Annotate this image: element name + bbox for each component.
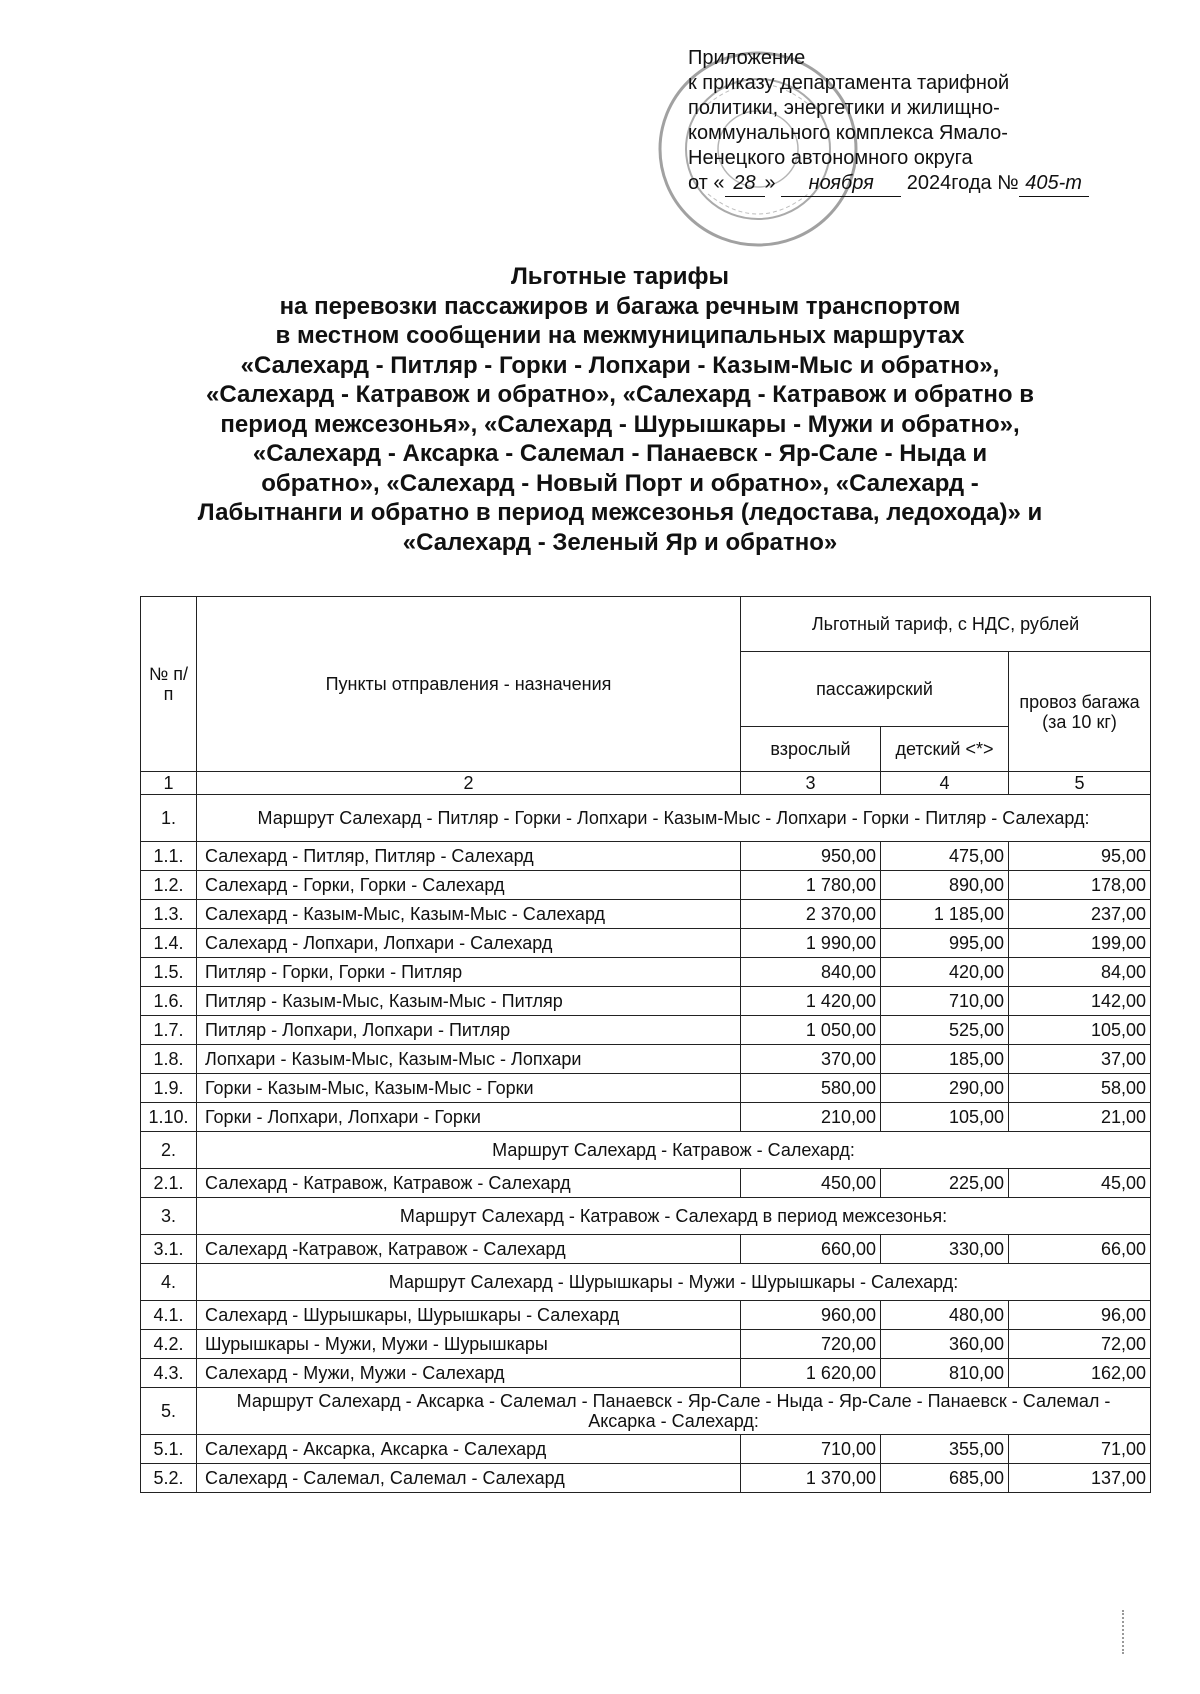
route-header-row	[141, 1198, 1151, 1235]
row-adult-tariff: 1 990,00	[741, 929, 881, 958]
date-prefix: от «	[688, 172, 725, 194]
row-child-tariff: 685,00	[881, 1464, 1009, 1493]
row-number: 3.1.	[141, 1235, 197, 1264]
title-line: «Салехард - Зеленый Яр и обратно»	[402, 528, 838, 556]
row-baggage-tariff: 66,00	[1009, 1235, 1151, 1264]
table-row	[141, 1169, 1151, 1198]
row-points: Горки - Казым-Мыс, Казым-Мыс - Горки	[197, 1074, 741, 1103]
title-line: «Салехард - Питляр - Горки - Лопхари - Казым-Мыс и обратно»,	[240, 351, 1000, 379]
row-child-tariff: 360,00	[881, 1330, 1009, 1359]
row-points: Салехард -Катравож, Катравож - Салехард	[197, 1235, 741, 1264]
tariff-table	[140, 596, 1151, 1493]
table-row	[141, 871, 1151, 900]
header-baggage: провоз багажа (за 10 кг)	[1009, 652, 1151, 772]
title-line: Льготные тарифы	[510, 263, 730, 290]
row-baggage-tariff: 162,00	[1009, 1359, 1151, 1388]
appendix-line: Приложение	[688, 47, 806, 69]
row-number: 1.2.	[141, 871, 197, 900]
route-header-row	[141, 1132, 1151, 1169]
table-row	[141, 1103, 1151, 1132]
row-child-tariff: 480,00	[881, 1301, 1009, 1330]
route-number: 4.	[141, 1264, 197, 1301]
date-day: 28	[725, 171, 765, 197]
appendix-line: коммунального комплекса Ямало-	[688, 122, 1008, 144]
row-points: Салехард - Шурышкары, Шурышкары - Салехард	[197, 1301, 741, 1330]
row-child-tariff: 525,00	[881, 1016, 1009, 1045]
row-number: 4.2.	[141, 1330, 197, 1359]
row-child-tariff: 355,00	[881, 1435, 1009, 1464]
row-child-tariff: 475,00	[881, 842, 1009, 871]
column-index: 5	[1009, 772, 1151, 795]
route-name: Маршрут Салехард - Катравож - Салехард в период межсезонья:	[197, 1198, 1151, 1235]
route-number: 5.	[141, 1388, 197, 1435]
table-row	[141, 1045, 1151, 1074]
appendix-line: Ненецкого автономного округа	[688, 147, 973, 169]
title-line: на перевозки пассажиров и багажа речным транспортом	[279, 292, 961, 320]
table-row	[141, 1435, 1151, 1464]
column-index: 4	[881, 772, 1009, 795]
row-adult-tariff: 840,00	[741, 958, 881, 987]
row-number: 2.1.	[141, 1169, 197, 1198]
row-points: Салехард - Аксарка, Аксарка - Салехард	[197, 1435, 741, 1464]
row-child-tariff: 330,00	[881, 1235, 1009, 1264]
row-points: Лопхари - Казым-Мыс, Казым-Мыс - Лопхари	[197, 1045, 741, 1074]
row-adult-tariff: 2 370,00	[741, 900, 881, 929]
row-child-tariff: 185,00	[881, 1045, 1009, 1074]
row-number: 5.1.	[141, 1435, 197, 1464]
row-number: 1.7.	[141, 1016, 197, 1045]
route-header-row	[141, 795, 1151, 842]
row-child-tariff: 290,00	[881, 1074, 1009, 1103]
appendix-line: к приказу департамента тарифной	[688, 72, 1010, 94]
table-row	[141, 1074, 1151, 1103]
scan-artifact	[1122, 1610, 1128, 1654]
row-adult-tariff: 720,00	[741, 1330, 881, 1359]
row-baggage-tariff: 21,00	[1009, 1103, 1151, 1132]
tariff-table-body	[141, 795, 1151, 1493]
route-number: 3.	[141, 1198, 197, 1235]
route-name: Маршрут Салехард - Шурышкары - Мужи - Шурышкары - Салехард:	[197, 1264, 1151, 1301]
row-number: 1.5.	[141, 958, 197, 987]
row-child-tariff: 105,00	[881, 1103, 1009, 1132]
row-baggage-tariff: 71,00	[1009, 1435, 1151, 1464]
row-points: Салехард - Салемал, Салемал - Салехард	[197, 1464, 741, 1493]
row-points: Шурышкары - Мужи, Мужи - Шурышкары	[197, 1330, 741, 1359]
table-row	[141, 900, 1151, 929]
route-name: Маршрут Салехард - Катравож - Салехард:	[197, 1132, 1151, 1169]
table-row	[141, 1235, 1151, 1264]
column-index: 1	[141, 772, 197, 795]
row-points: Салехард - Лопхари, Лопхари - Салехард	[197, 929, 741, 958]
row-points: Салехард - Горки, Горки - Салехард	[197, 871, 741, 900]
row-points: Салехард - Катравож, Катравож - Салехард	[197, 1169, 741, 1198]
row-adult-tariff: 660,00	[741, 1235, 881, 1264]
row-baggage-tariff: 72,00	[1009, 1330, 1151, 1359]
row-baggage-tariff: 199,00	[1009, 929, 1151, 958]
row-number: 1.1.	[141, 842, 197, 871]
column-index: 3	[741, 772, 881, 795]
row-baggage-tariff: 45,00	[1009, 1169, 1151, 1198]
header-passenger: пассажирский	[741, 652, 1009, 727]
row-points: Питляр - Горки, Горки - Питляр	[197, 958, 741, 987]
row-number: 1.10.	[141, 1103, 197, 1132]
row-adult-tariff: 710,00	[741, 1435, 881, 1464]
route-name: Маршрут Салехард - Питляр - Горки - Лопхари - Казым-Мыс - Лопхари - Горки - Питляр - Салехард:	[197, 795, 1151, 842]
row-baggage-tariff: 237,00	[1009, 900, 1151, 929]
table-row	[141, 1301, 1151, 1330]
row-adult-tariff: 1 780,00	[741, 871, 881, 900]
route-header-row	[141, 1264, 1151, 1301]
title-line: в местном сообщении на межмуниципальных маршрутах	[275, 322, 965, 349]
route-header-row	[141, 1388, 1151, 1435]
table-row	[141, 1330, 1151, 1359]
header-adult: взрослый	[741, 727, 881, 772]
row-number: 1.3.	[141, 900, 197, 929]
title-line: период межсезонья», «Салехард - Шурышкары - Мужи и обратно»,	[220, 410, 1020, 438]
row-child-tariff: 420,00	[881, 958, 1009, 987]
column-index: 2	[197, 772, 741, 795]
row-child-tariff: 710,00	[881, 987, 1009, 1016]
header-tariff: Льготный тариф, с НДС, рублей	[741, 597, 1151, 652]
title-line: Лабытнанги и обратно в период межсезонья (ледостава, ледохода)» и	[197, 499, 1043, 526]
row-child-tariff: 225,00	[881, 1169, 1009, 1198]
row-child-tariff: 1 185,00	[881, 900, 1009, 929]
appendix-date-line	[688, 171, 1158, 197]
table-row	[141, 1016, 1151, 1045]
row-child-tariff: 995,00	[881, 929, 1009, 958]
row-baggage-tariff: 96,00	[1009, 1301, 1151, 1330]
row-number: 5.2.	[141, 1464, 197, 1493]
row-adult-tariff: 580,00	[741, 1074, 881, 1103]
header-num: № п/п	[141, 597, 197, 772]
row-adult-tariff: 960,00	[741, 1301, 881, 1330]
row-baggage-tariff: 84,00	[1009, 958, 1151, 987]
title-line: «Салехард - Катравож и обратно», «Салехард - Катравож и обратно в	[206, 381, 1034, 408]
row-child-tariff: 890,00	[881, 871, 1009, 900]
date-month: ноября	[781, 171, 901, 197]
row-adult-tariff: 1 050,00	[741, 1016, 881, 1045]
row-baggage-tariff: 142,00	[1009, 987, 1151, 1016]
row-adult-tariff: 1 420,00	[741, 987, 881, 1016]
order-number: 405-т	[1019, 171, 1089, 197]
table-row	[141, 987, 1151, 1016]
date-year: 2024года №	[906, 172, 1019, 194]
row-points: Салехард - Питляр, Питляр - Салехард	[197, 842, 741, 871]
header-child: детский <*>	[881, 727, 1009, 772]
row-adult-tariff: 950,00	[741, 842, 881, 871]
row-baggage-tariff: 105,00	[1009, 1016, 1151, 1045]
document-title	[120, 262, 1120, 557]
row-number: 1.4.	[141, 929, 197, 958]
route-name: Маршрут Салехард - Аксарка - Салемал - Панаевск - Яр-Сале - Ныда - Яр-Сале - Панаевск - Салемал - Аксарка - Салехард:	[197, 1388, 1151, 1435]
row-adult-tariff: 450,00	[741, 1169, 881, 1198]
row-number: 1.9.	[141, 1074, 197, 1103]
appendix-header	[688, 46, 1158, 197]
title-line: обратно», «Салехард - Новый Порт и обратно», «Салехард -	[261, 469, 979, 497]
table-row	[141, 842, 1151, 871]
route-number: 1.	[141, 795, 197, 842]
row-number: 4.1.	[141, 1301, 197, 1330]
row-points: Салехард - Казым-Мыс, Казым-Мыс - Салехард	[197, 900, 741, 929]
title-line: «Салехард - Аксарка - Салемал - Панаевск - Яр-Сале - Ныда и	[252, 440, 988, 467]
row-baggage-tariff: 95,00	[1009, 842, 1151, 871]
route-number: 2.	[141, 1132, 197, 1169]
row-adult-tariff: 370,00	[741, 1045, 881, 1074]
row-number: 1.8.	[141, 1045, 197, 1074]
row-baggage-tariff: 58,00	[1009, 1074, 1151, 1103]
row-baggage-tariff: 178,00	[1009, 871, 1151, 900]
table-row	[141, 1359, 1151, 1388]
row-number: 1.6.	[141, 987, 197, 1016]
row-points: Питляр - Казым-Мыс, Казым-Мыс - Питляр	[197, 987, 741, 1016]
appendix-line: политики, энергетики и жилищно-	[688, 97, 1000, 119]
table-row	[141, 958, 1151, 987]
table-row	[141, 929, 1151, 958]
row-baggage-tariff: 137,00	[1009, 1464, 1151, 1493]
row-points: Горки - Лопхари, Лопхари - Горки	[197, 1103, 741, 1132]
row-adult-tariff: 1 620,00	[741, 1359, 881, 1388]
row-child-tariff: 810,00	[881, 1359, 1009, 1388]
row-points: Питляр - Лопхари, Лопхари - Питляр	[197, 1016, 741, 1045]
row-number: 4.3.	[141, 1359, 197, 1388]
row-baggage-tariff: 37,00	[1009, 1045, 1151, 1074]
row-points: Салехард - Мужи, Мужи - Салехард	[197, 1359, 741, 1388]
header-points: Пункты отправления - назначения	[197, 597, 741, 772]
row-adult-tariff: 210,00	[741, 1103, 881, 1132]
date-mid: »	[764, 172, 776, 194]
row-adult-tariff: 1 370,00	[741, 1464, 881, 1493]
table-row	[141, 1464, 1151, 1493]
